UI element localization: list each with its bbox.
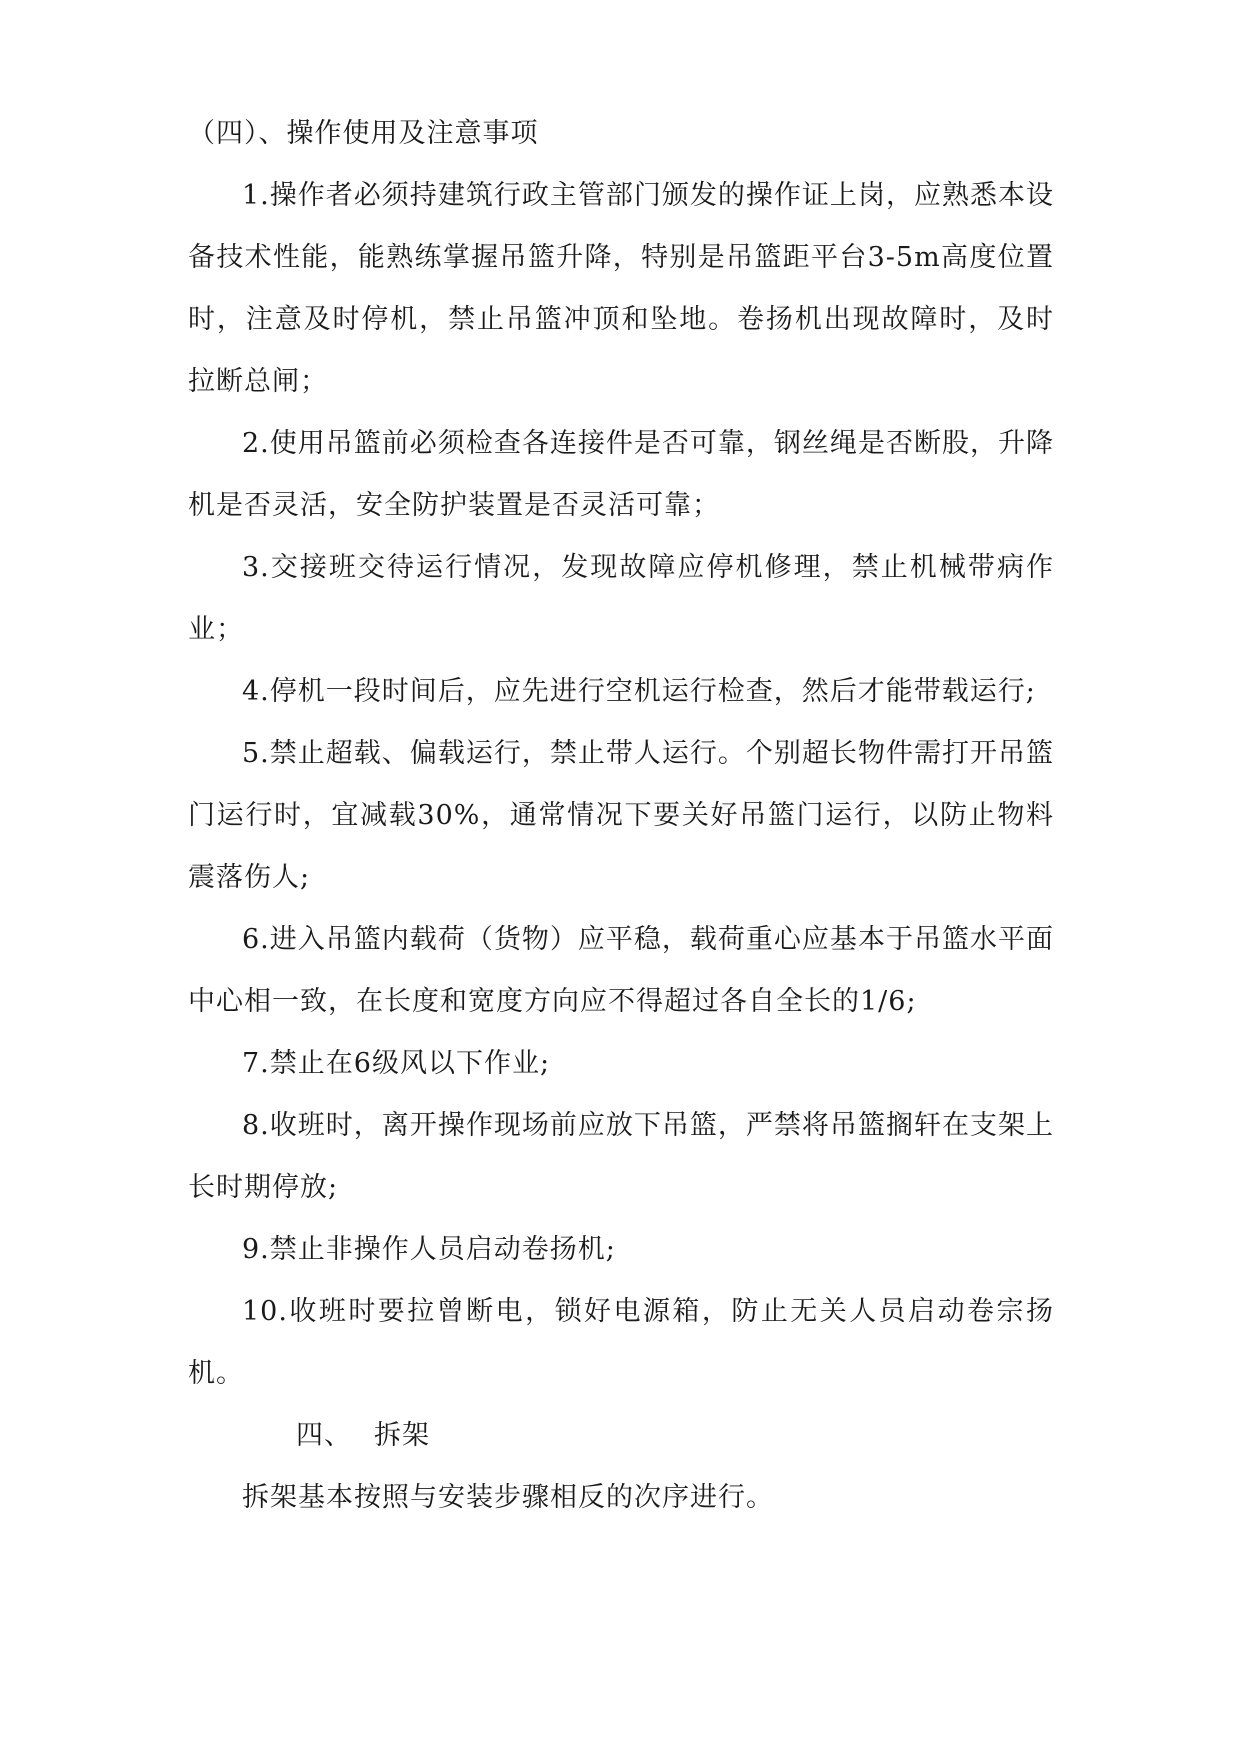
closing-paragraph: 拆架基本按照与安装步骤相反的次序进行。 [242,1482,774,1513]
subsection-title: （四）、操作使用及注意事项 [188,118,539,149]
document-body [188,103,1054,1529]
list-item-4: 4.停机一段时间后，应先进行空机运行检查，然后才能带载运行; [242,676,1036,707]
list-item-9: 9.禁止非操作人员启动卷扬机; [242,1234,616,1265]
section-heading [188,1405,1054,1467]
list-item-6: 6.进入吊篮内载荷（货物）应平稳，载荷重心应基本于吊篮水平面中心相一致，在长度和宽度方向应不得超过各自全长的1/6; [188,924,1054,1017]
list-item-8: 8.收班时，离开操作现场前应放下吊篮，严禁将吊篮搁轩在支架上长时期停放; [188,1110,1054,1203]
list-item-10: 10.收班时要拉曾断电，锁好电源箱，防止无关人员启动卷宗扬机。 [188,1296,1054,1389]
list-item-3: 3.交接班交待运行情况，发现故障应停机修理，禁止机械带病作业； [188,552,1054,645]
section-title: 拆架 [374,1420,430,1451]
list-item-2: 2.使用吊篮前必须检查各连接件是否可靠，钢丝绳是否断股，升降机是否灵活，安全防护装置是否灵活可靠； [188,428,1054,521]
list-item-7: 7.禁止在6级风以下作业; [242,1048,551,1079]
list-item-1: 1.操作者必须持建筑行政主管部门颁发的操作证上岗，应熟悉本设备技术性能，能熟练掌握吊篮升降，特别是吊篮距平台3-5m高度位置时，注意及时停机，禁止吊篮冲顶和坠地。卷扬机出现故障时，及时拉断总闸； [188,180,1054,397]
section-number: 四、 [296,1420,352,1451]
list-item-5: 5.禁止超载、偏载运行，禁止带人运行。个别超长物件需打开吊篮门运行时，宜减载30%，通常情况下要关好吊篮门运行，以防止物料震落伤人; [188,738,1054,893]
